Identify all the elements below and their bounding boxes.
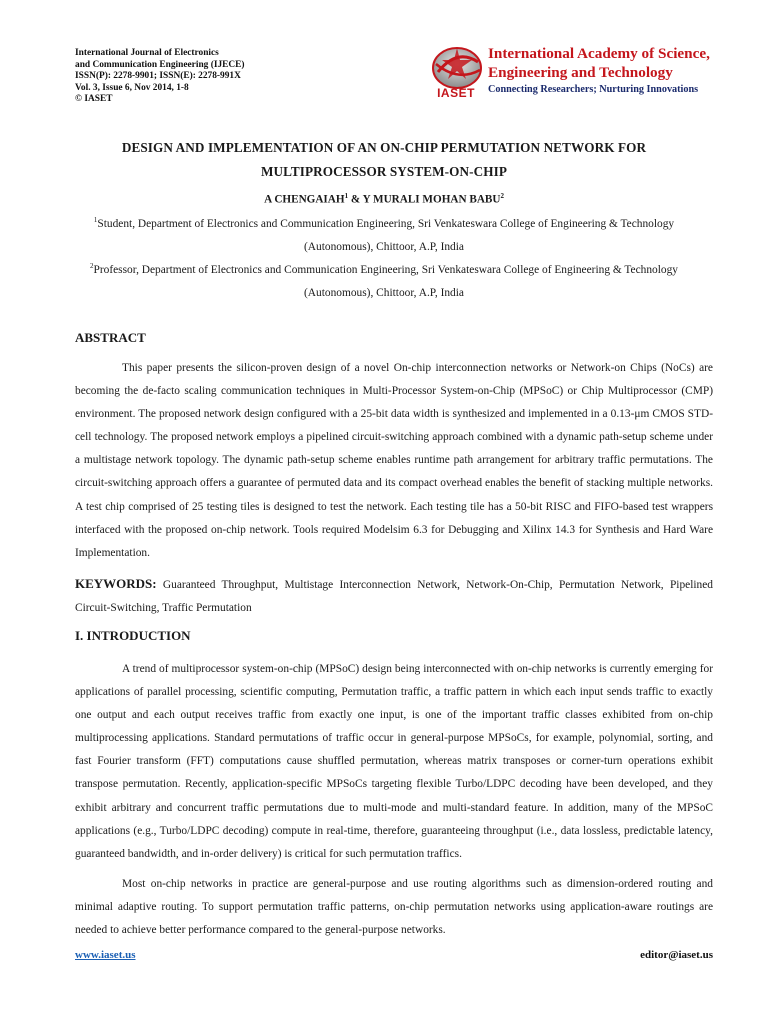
- affiliation-1: [60, 209, 708, 259]
- introduction-heading: I. INTRODUCTION: [75, 628, 191, 643]
- keywords-list: Guaranteed Throughput, Multistage Interconnection Network, Network-On-Chip, Permutation Network, Pipelined Circuit-Switching, Traffic Permutation: [75, 579, 713, 614]
- publisher-name-line2: Engineering and Technology: [488, 64, 673, 81]
- journal-copyright: © IASET: [75, 94, 113, 105]
- author-2: Y MURALI MOHAN BABU: [362, 193, 501, 206]
- affiliation-2: [60, 255, 708, 305]
- paper-authors: [60, 192, 708, 206]
- journal-name-line1: International Journal of Electronics: [75, 48, 219, 58]
- logo-caption: IASET: [437, 86, 475, 100]
- affiliation-1-marker: 1: [93, 216, 98, 224]
- introduction-paragraph-1: A trend of multiprocessor system-on-chip (MPSoC) design being interconnected with on-chip networks is currently emerging for applications of parallel processing, scientific computing, Permutation traffic, a traffic pattern in which each input sends traffic to exactly one output and each output receives traffic from exactly one input, is one of the important traffic classes exhibited from on-chip multiprocessing applications. Standard permutations of traffic occur in general-purpose MPSoCs, for example, polynomial, sorting, and fast Fourier transform (FFT) computations cause shuffled permutation, whereas matrix transposes or corner-turn operations exhibit transpose permutation. Recently, application-specific MPSoCs targeting flexible Turbo/LDPC decoding have been developed, and they exhibit arbitrary and concurrent traffic permutations due to multi-mode and multi-standard feature. In addition, many of the MPSoC applications (e.g., Turbo/LDPC decoding) compute in real-time, therefore, guaranteeing throughput (i.e., data lossless, predictable latency, guaranteed bandwidth, and in-order delivery) is critical for such permutation traffics.: [75, 663, 713, 860]
- journal-name-line2: and Communication Engineering (IJECE): [75, 59, 245, 70]
- website-link[interactable]: www.iaset.us: [75, 949, 136, 961]
- editor-email: editor@iaset.us: [640, 949, 713, 961]
- abstract-heading: ABSTRACT: [75, 330, 146, 345]
- publisher-text: [488, 44, 710, 97]
- publisher-name-line1: International Academy of Science,: [488, 45, 710, 62]
- affiliation-2-marker: 2: [90, 262, 94, 270]
- publisher-logo: [426, 42, 726, 104]
- keywords-label: KEYWORDS:: [75, 576, 157, 591]
- journal-info: [75, 48, 245, 106]
- author-1: A CHENGAIAH: [264, 193, 345, 206]
- author-2-marker: 2: [500, 192, 504, 200]
- publisher-tagline: Connecting Researchers; Nurturing Innovations: [488, 84, 699, 95]
- author-separator: &: [348, 193, 363, 206]
- abstract-text: This paper presents the silicon-proven design of a novel On-chip interconnection networks or Network-on Chips (NoCs) are becoming the de-facto scaling communication techniques in Multi-Processor System-on-Chip (MPSoC) or Chip Multiprocessor (CMP) environment. The proposed network design configured with a 25-bit data width is synthesized and implemented in a 0.13-μm CMOS STD-cell technology. The proposed network employs a pipelined circuit-switching approach combined with a dynamic path-setup scheme under a multistage network topology. The dynamic path-setup scheme enables runtime path arrangement for arbitrary traffic permutations. The circuit-switching approach offers a guarantee of permuted data and its compact overhead enables the benefit of stacking multiple networks. A test chip comprised of 25 testing tiles is designed to test the network. Each testing tile has a 50-bit RISC and FIFO-based test wrappers interfaced with the proposed on-chip network. Tools required Modelsim 6.3 for Debugging and Xilinx 14.3 for Synthesis and Hard Ware Implementation.: [75, 362, 713, 559]
- author-1-marker: 1: [344, 192, 349, 200]
- paper-title: DESIGN AND IMPLEMENTATION OF AN ON-CHIP PERMUTATION NETWORK FOR MULTIPROCESSOR SYSTEM-ON-CHIP: [121, 140, 647, 179]
- keywords: [75, 573, 713, 619]
- affiliation-2-text: Professor, Department of Electronics and Communication Engineering, Sri Venkateswara College of Engineering & Technology (Autonomous), Chittoor, A.P, India: [93, 263, 678, 299]
- journal-issn: ISSN(P): 2278-9901; ISSN(E): 2278-991X: [75, 71, 241, 82]
- journal-volume: Vol. 3, Issue 6, Nov 2014, 1-8: [75, 82, 189, 93]
- introduction-paragraph-2: Most on-chip networks in practice are general-purpose and use routing algorithms such as dimension-ordered routing and minimal adaptive routing. To support permutation traffic patterns, on-chip permutation networks using application-aware routings are needed to achieve better performance compared to the general-purpose networks.: [75, 878, 713, 936]
- affiliation-1-text: Student, Department of Electronics and Communication Engineering, Sri Venkateswara College of Engineering & Technology (Autonomous), Chittoor, A.P, India: [97, 217, 675, 253]
